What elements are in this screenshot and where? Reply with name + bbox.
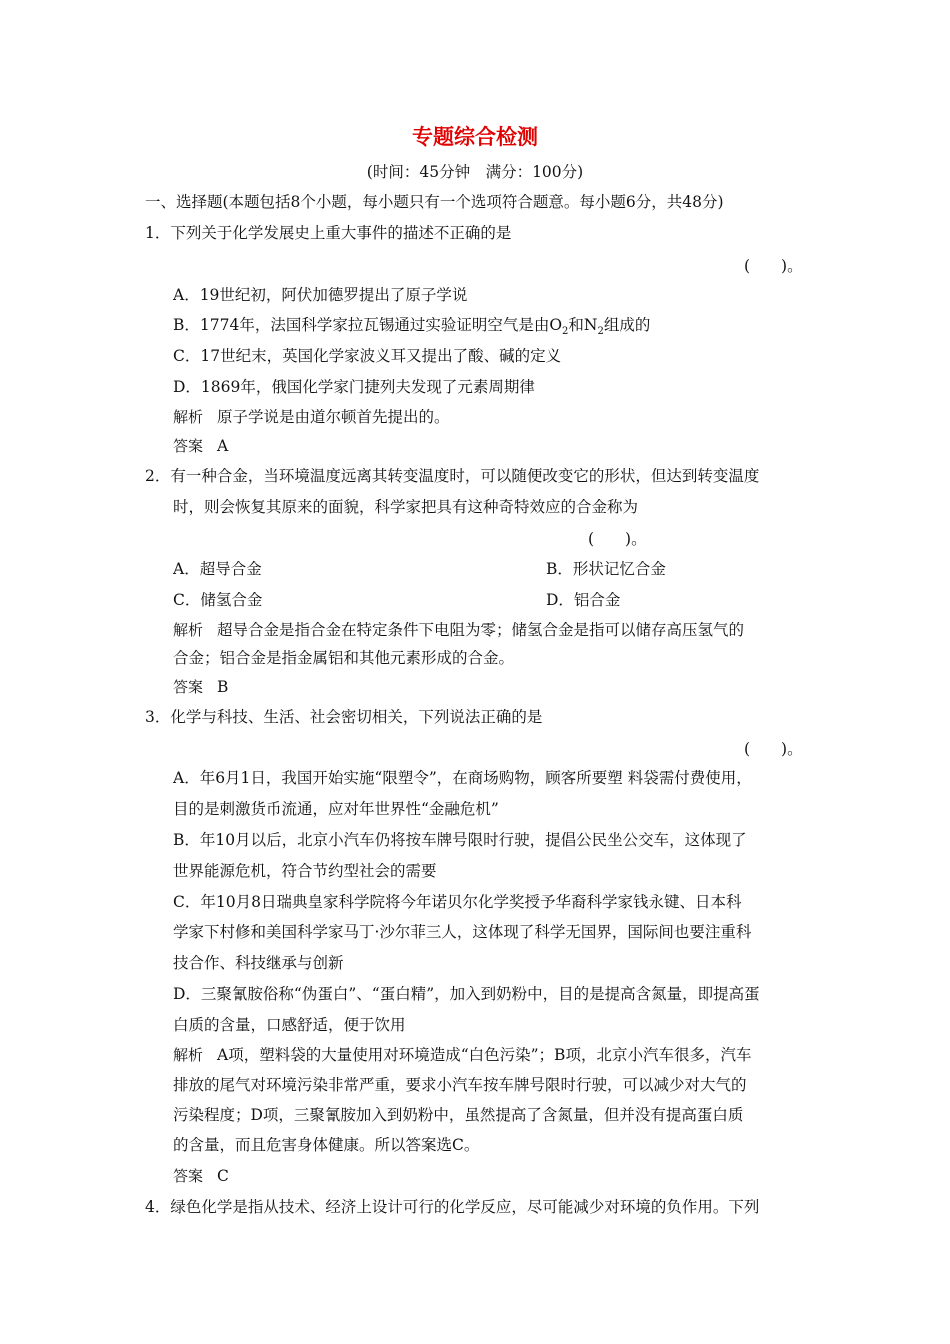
analysis-text: A项，塑料袋的大量使用对环境造成“白色污染”；B项，北京小汽车很多，汽车 <box>217 1046 752 1064</box>
question-2-stem-line-2: 时，则会恢复其原来的面貌，科学家把具有这种奇特效应的合金称为 <box>173 498 639 516</box>
analysis-text: 超导合金是指合金在特定条件下电阻为零；储氢合金是指可以储存高压氢气的 <box>217 621 745 639</box>
question-3-answer <box>173 1166 229 1186</box>
question-1-stem: 1．下列关于化学发展史上重大事件的描述不正确的是 <box>145 224 512 242</box>
analysis-text: 原子学说是由道尔顿首先提出的。 <box>217 408 450 426</box>
question-2-option-d: D．铝合金 <box>546 591 621 609</box>
question-1-option-a: A．19世纪初，阿伏加德罗提出了原子学说 <box>173 286 468 304</box>
answer-label: 答案 <box>173 437 204 455</box>
question-2-analysis-line-1 <box>173 620 744 640</box>
question-4-stem-line-1: 4．绿色化学是指从技术、经济上设计可行的化学反应，尽可能减少对环境的负作用。下列 <box>145 1198 760 1216</box>
question-3-option-a-line-2: 目的是刺激货币流通，应对年世界性“金融危机” <box>173 800 499 818</box>
page-title: 专题综合检测 <box>412 125 538 149</box>
question-3-option-b-line-1: B．年10月以后，北京小汽车仍将按车牌号限时行驶，提倡公民坐公交车，这体现了 <box>173 831 747 849</box>
question-1-blank: ( )。 <box>744 257 803 275</box>
question-3-option-c-line-3: 技合作、科技继承与创新 <box>173 954 344 972</box>
analysis-label: 解析 <box>173 1046 204 1064</box>
subscript-2: 2 <box>562 326 569 338</box>
question-3-analysis-line-1 <box>173 1045 751 1065</box>
question-3-option-c-line-2: 学家下村修和美国科学家马丁·沙尔菲三人，这体现了科学无国界，国际间也要注重科 <box>173 923 752 941</box>
question-3-analysis-line-2: 排放的尾气对环境污染非常严重，要求小汽车按车牌号限时行驶，可以减少对大气的 <box>173 1076 747 1094</box>
question-3-analysis-line-4: 的含量，而且危害身体健康。所以答案选C。 <box>173 1136 480 1154</box>
answer-value: C <box>217 1167 229 1185</box>
question-2-option-c: C．储氢合金 <box>173 591 263 609</box>
question-3-option-d-line-2: 白质的含量，口感舒适，便于饮用 <box>173 1016 406 1034</box>
question-2-option-b: B．形状记忆合金 <box>546 560 666 578</box>
question-3-option-d-line-1: D．三聚氰胺俗称“伪蛋白”、“蛋白精”，加入到奶粉中，目的是提高含氮量，即提高蛋 <box>173 985 760 1003</box>
question-3-option-c-line-1: C．年10月8日瑞典皇家科学院将今年诺贝尔化学奖授予华裔科学家钱永键、日本科 <box>173 893 742 911</box>
answer-label: 答案 <box>173 678 204 696</box>
option-b-text-2: 和N <box>568 316 598 334</box>
question-2-stem-line-1: 2．有一种合金，当环境温度远离其转变温度时，可以随便改变它的形状，但达到转变温度 <box>145 467 760 485</box>
question-1-option-d: D．1869年，俄国化学家门捷列夫发现了元素周期律 <box>173 378 535 396</box>
question-1-option-c: C．17世纪末，英国化学家波义耳又提出了酸、碱的定义 <box>173 347 562 365</box>
analysis-label: 解析 <box>173 621 204 639</box>
question-1-option-b <box>173 315 651 338</box>
answer-label: 答案 <box>173 1167 204 1185</box>
question-3-blank: ( )。 <box>744 740 803 758</box>
question-3-stem: 3．化学与科技、生活、社会密切相关，下列说法正确的是 <box>145 708 543 726</box>
question-2-option-a: A．超导合金 <box>173 560 262 578</box>
question-2-analysis-line-2: 合金；铝合金是指金属铝和其他元素形成的合金。 <box>173 649 515 667</box>
subscript-2: 2 <box>597 326 604 338</box>
question-1-answer <box>173 436 228 456</box>
option-b-text-1: B．1774年，法国科学家拉瓦锡通过实验证明空气是由O <box>173 316 563 334</box>
question-2-answer <box>173 677 228 697</box>
option-b-text-3: 组成的 <box>603 316 651 334</box>
question-3-option-b-line-2: 世界能源危机，符合节约型社会的需要 <box>173 862 437 880</box>
section-header: 一、选择题(本题包括8个小题，每小题只有一个选项符合题意。每小题6分，共48分) <box>145 193 724 211</box>
answer-value: B <box>217 678 229 696</box>
question-3-analysis-line-3: 污染程度；D项，三聚氰胺加入到奶粉中，虽然提高了含氮量，但并没有提高蛋白质 <box>173 1106 744 1124</box>
question-3-option-a-line-1: A．年6月1日，我国开始实施“限塑令”，在商场购物，顾客所要塑 料袋需付费使用， <box>173 769 752 787</box>
answer-value: A <box>217 437 229 455</box>
exam-time-score: (时间：45分钟 满分：100分) <box>366 163 584 181</box>
question-2-blank: ( )。 <box>588 530 647 548</box>
question-1-analysis <box>173 407 450 427</box>
analysis-label: 解析 <box>173 408 204 426</box>
